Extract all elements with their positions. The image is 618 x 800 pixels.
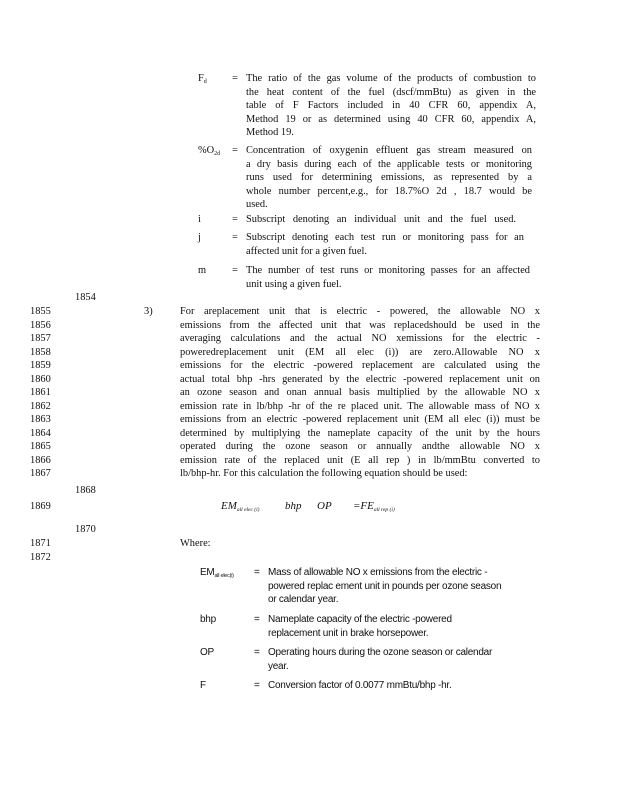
definition-line: or calendar year. xyxy=(268,594,339,605)
definition-o2d xyxy=(246,144,532,212)
definition-m xyxy=(246,264,530,291)
definition-i xyxy=(246,213,516,227)
line-number: 1868 xyxy=(75,485,96,496)
equation-lhs: EM xyxy=(221,500,237,512)
item-number: 3) xyxy=(144,306,153,317)
paragraph-line: emission rate in lb/bhp -hr of the re placed unit. The allowable mass of NO x xyxy=(180,400,540,412)
line-number: 1854 xyxy=(75,292,96,303)
definition-line: whole number percent,e.g., for 18.7%O 2d , 18.7 would be xyxy=(246,185,532,197)
paragraph-line: poweredreplacement unit (EM all elec (i)) are zero.Allowable NO x xyxy=(180,346,540,358)
definition-line: runs used for determining emissions, as represented by a xyxy=(246,172,532,183)
equals-sign: = xyxy=(254,680,260,691)
paragraph-line: averaging calculations and the actual NO xemissions for the electric - xyxy=(180,333,540,344)
symbol-subscript: all elec(i) xyxy=(214,573,234,579)
equals-sign: = xyxy=(232,232,238,243)
line-number: 1870 xyxy=(75,524,96,535)
line-number: 1866 xyxy=(30,454,51,466)
line-number: 1859 xyxy=(30,360,51,371)
line-number: 1856 xyxy=(30,319,51,331)
definition-line: replacement unit in brake horsepower. xyxy=(268,627,429,639)
line-number: 1858 xyxy=(30,346,51,358)
definition-line: a dry basis during each of the applicable tests or monitoring xyxy=(246,158,532,170)
paragraph-line: an ozone season and onan annual basis multiplied by the allowable NO x xyxy=(180,387,540,398)
definition-f xyxy=(268,679,452,693)
line-number: 1855 xyxy=(30,306,51,317)
definition-line: year. xyxy=(268,660,289,672)
paragraph-item-3 xyxy=(180,305,540,481)
paragraph-line: lb/bhp-hr. For this calculation the following equation should be used: xyxy=(180,468,468,479)
definition-line: Mass of allowable NO x emissions from the electric - xyxy=(268,567,488,578)
equation xyxy=(221,500,395,518)
symbol-o2d xyxy=(198,144,220,162)
definition-line: Subscript denoting each test run or monitoring pass for an xyxy=(246,232,524,243)
line-number: 1872 xyxy=(30,552,51,563)
line-number: 1865 xyxy=(30,441,51,452)
definition-line: powered replac ement unit in pounds per ozone season xyxy=(268,580,502,592)
line-number: 1860 xyxy=(30,373,51,385)
line-number: 1869 xyxy=(30,501,51,512)
line-number: 1867 xyxy=(30,468,51,479)
equals-sign: = xyxy=(254,647,260,658)
line-number: 1871 xyxy=(30,538,51,549)
paragraph-line: emissions from an electric -powered replacement unit (EM all elec (i)) must be xyxy=(180,414,540,425)
where-label: Where: xyxy=(180,538,211,549)
definition-j xyxy=(246,231,524,258)
symbol-f: F xyxy=(200,680,206,691)
paragraph-line: For areplacement unit that is electric - powered, the allowable NO x xyxy=(180,306,540,317)
definition-line: Concentration of oxygenin effluent gas stream measured on xyxy=(246,145,532,156)
definition-line: The number of test runs or monitoring passes for an affected xyxy=(246,265,530,276)
definition-line: unit using a given fuel. xyxy=(246,278,342,290)
symbol-text: F xyxy=(198,73,204,84)
equation-term-bhp: bhp xyxy=(285,500,302,512)
symbol-text: %O xyxy=(198,145,215,156)
paragraph-line: emission rate of the replaced unit (E all rep ) in lb/mmBtu converted to xyxy=(180,454,540,466)
equals-sign: = xyxy=(232,265,238,276)
paragraph-line: actual total bhp -hrs generated by the electric -powered replacement unit on xyxy=(180,373,540,385)
definition-line: affected unit for a given fuel. xyxy=(246,245,367,257)
symbol-bhp: bhp xyxy=(200,614,216,625)
definition-line: Operating hours during the ozone season or calendar xyxy=(268,647,493,658)
definition-bhp xyxy=(268,613,452,640)
line-number: 1861 xyxy=(30,387,51,398)
paragraph-line: determined by multiplying the nameplate capacity of the unit by the hours xyxy=(180,427,540,439)
line-number: 1864 xyxy=(30,427,51,439)
symbol-op: OP xyxy=(200,647,214,658)
line-number: 1857 xyxy=(30,333,51,344)
equals-sign: = xyxy=(232,73,238,84)
equation-rhs: =FE xyxy=(352,500,374,512)
definition-line: Subscript denoting an individual unit and the fuel used. xyxy=(246,214,516,225)
equation-lhs-subscript: all elec (i) xyxy=(236,507,260,513)
line-number: 1862 xyxy=(30,400,51,412)
line-number: 1863 xyxy=(30,414,51,425)
symbol-i: i xyxy=(198,214,201,225)
symbol-j: j xyxy=(198,232,201,243)
definition-line: used. xyxy=(246,199,268,210)
paragraph-line: emissions from the affected unit that was replacedshould be used in the xyxy=(180,319,540,331)
definition-line: table of F Factors included in 40 CFR 60, appendix A, xyxy=(246,100,536,111)
definition-line: Method 19. xyxy=(246,127,294,138)
symbol-m: m xyxy=(198,265,207,276)
equals-sign: = xyxy=(254,614,260,625)
definition-line: The ratio of the gas volume of the products of combustion to xyxy=(246,73,536,84)
equals-sign: = xyxy=(232,145,238,156)
symbol-subscript: 2d xyxy=(214,151,221,157)
definition-line: Method 19 or as determined using 40 CFR 60, appendix A, xyxy=(246,113,536,125)
symbol-fd xyxy=(198,72,207,90)
paragraph-line: emissions for the electric -powered replacement are calculated using the xyxy=(180,360,540,371)
equals-sign: = xyxy=(254,567,260,578)
definition-line: Nameplate capacity of the electric -powered xyxy=(268,614,452,625)
definition-em xyxy=(268,566,501,607)
paragraph-line: operated during the ozone season or annually andthe allowable NO x xyxy=(180,441,540,452)
definition-line: Conversion factor of 0.0077 mmBtu/bhp -hr. xyxy=(268,680,452,691)
symbol-text: EM xyxy=(200,567,215,578)
equation-rhs-subscript: all rep (i) xyxy=(373,507,395,513)
definition-line: the heat content of the fuel (dscf/mmBtu) as given in the xyxy=(246,86,536,98)
definition-op xyxy=(268,646,492,673)
equation-term-op: OP xyxy=(317,500,332,512)
symbol-em xyxy=(200,566,234,584)
symbol-subscript: d xyxy=(203,79,207,85)
definition-fd xyxy=(246,72,536,140)
equals-sign: = xyxy=(232,214,238,225)
